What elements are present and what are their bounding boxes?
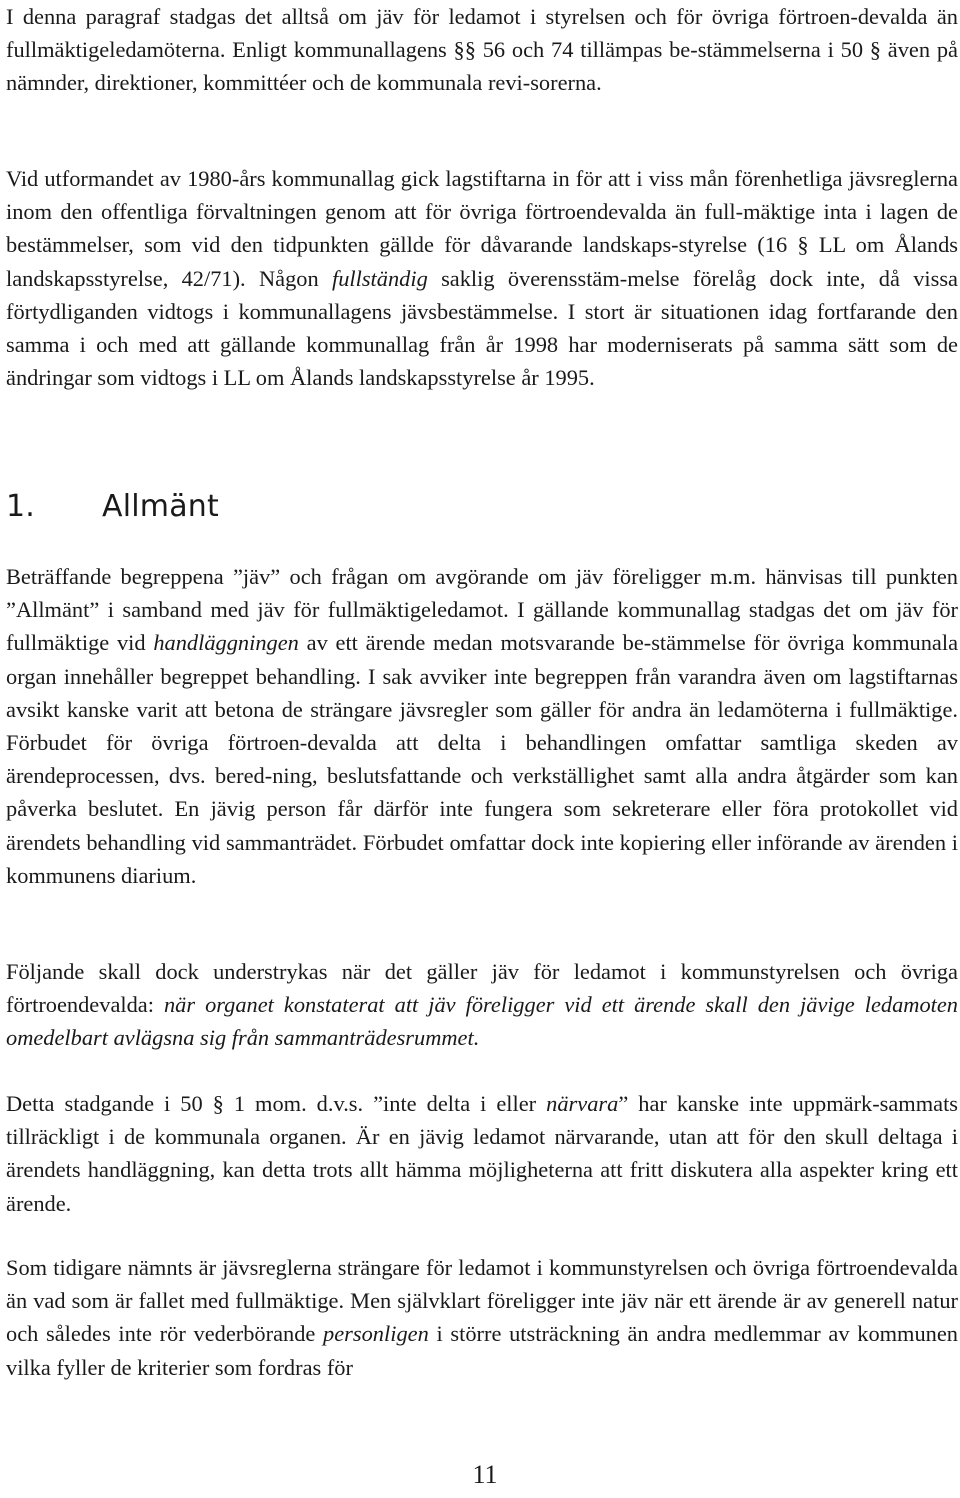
paragraph-history-text-1: Vid utformandet av 1980-års kommunallag gick lagstiftarna in för att i viss mån förenhetliga jävsreglerna inom den offentliga förvaltningen genom att för övriga förtroendevalda än full-mäktige inta i lagen de bestämmelser, som vid den tidpunkten gällde för dåvarande landskaps-styrelse (16 § LL om Ålands landskapsstyrelse, 42/71). Någon bbox=[6, 166, 958, 291]
paragraph-closing-text-1: Som tidigare nämnts är jävsreglerna strängare för ledamot i kommunstyrelsen och övriga förtroendevalda än vad som är fallet med fullmäktige. Men självklart föreligger inte jäv när ett ärende är av generell natur och således inte rör vederbörande bbox=[6, 1255, 958, 1347]
paragraph-presence-text-2: ” har kanske inte uppmärk-sammats tillräckligt i de kommunala organen. Är en jävig ledamot närvarande, utan att för den skull deltaga i ärendets handläggning, kan detta trots allt hämma möjligheterna att fritt diskutera alla aspekter kring ett ärende. bbox=[6, 1091, 959, 1216]
paragraph-emphasis-text: Följande skall dock understrykas när det gäller jäv för ledamot i kommunstyrelsen och övriga förtroendevalda: bbox=[6, 959, 958, 1018]
section-number: 1. bbox=[6, 489, 36, 524]
paragraph-presence bbox=[6, 1087, 958, 1220]
page-number-text: 11 bbox=[472, 1460, 498, 1489]
section-heading bbox=[6, 486, 958, 528]
paragraph-allmant-text-2: av ett ärende medan motsvarande be-stämmelse för övriga kommunala organ innehåller begreppet behandling. I sak avviker inte begreppen från varandra även om lagstiftarnas avsikt kanske varit att betona de strängare jävsregler som gäller för andra än ledamöterna i fullmäktige. Förbudet för övriga förtroen-devalda att delta i behandlingen omfattar samtliga skeden av ärendeprocessen, dvs. bered-ning, beslutsfattande och verkställighet samt alla andra åtgärder som kan påverka beslutet. En jävig person får därför inte fungera som sekreterare eller föra protokollet vid ärendets behandling vid sammanträdet. Förbudet omfattar dock inte kopiering eller införande av ärenden i kommunens diarium. bbox=[6, 630, 959, 888]
section-title: Allmänt bbox=[102, 489, 219, 524]
paragraph-emphasis bbox=[6, 955, 958, 1055]
paragraph-allmant bbox=[6, 560, 958, 892]
paragraph-emphasis-italic: när organet konstaterat att jäv föreligger vid ett ärende skall den jävige ledamoten omedelbart avlägsna sig från sammanträdesrummet. bbox=[6, 992, 959, 1051]
paragraph-closing-emphasis: personligen bbox=[323, 1321, 429, 1347]
paragraph-closing-text-2: i större utsträckning än andra medlemmar av kommunen vilka fyller de kriterier som fordras för bbox=[6, 1321, 958, 1380]
paragraph-allmant-text-1: Beträffande begreppena ”jäv” och frågan om avgörande om jäv föreligger m.m. hänvisas till punkten ”Allmänt” i samband med jäv för fullmäktigeledamot. I gällande kommunallag stadgas det om jäv för fullmäktige vid bbox=[6, 564, 958, 656]
paragraph-history bbox=[6, 162, 958, 394]
paragraph-history-emphasis: fullständig bbox=[331, 265, 428, 291]
paragraph-intro-text: I denna paragraf stadgas det alltså om jäv för ledamot i styrelsen och för övriga förtroen-devalda än fullmäktigeledamöterna. Enligt kommunallagens §§ 56 och 74 tillämpas be-stämmelserna i 50 § även på nämnder, direktioner, kommittéer och de kommunala revi-sorerna. bbox=[6, 4, 958, 96]
paragraph-presence-text-1: Detta stadgande i 50 § 1 mom. d.v.s. ”inte delta i eller bbox=[6, 1091, 547, 1116]
paragraph-history-text-2: saklig överensstäm-melse förelåg dock inte, då vissa förtydliganden vidtogs i kommunallagens jävsbestämmelse. I stort är situationen idag fortfarande den samma i och med att gällande kommunallag från år 1998 har moderniserats på samma sätt som de ändringar som vidtogs i LL om Ålands landskapsstyrelse år 1995. bbox=[6, 265, 958, 391]
paragraph-intro bbox=[6, 0, 958, 100]
paragraph-closing bbox=[6, 1251, 958, 1384]
paragraph-presence-emphasis: närvara bbox=[546, 1091, 619, 1116]
page-number bbox=[0, 1460, 960, 1490]
paragraph-allmant-emphasis: handläggningen bbox=[153, 630, 299, 656]
